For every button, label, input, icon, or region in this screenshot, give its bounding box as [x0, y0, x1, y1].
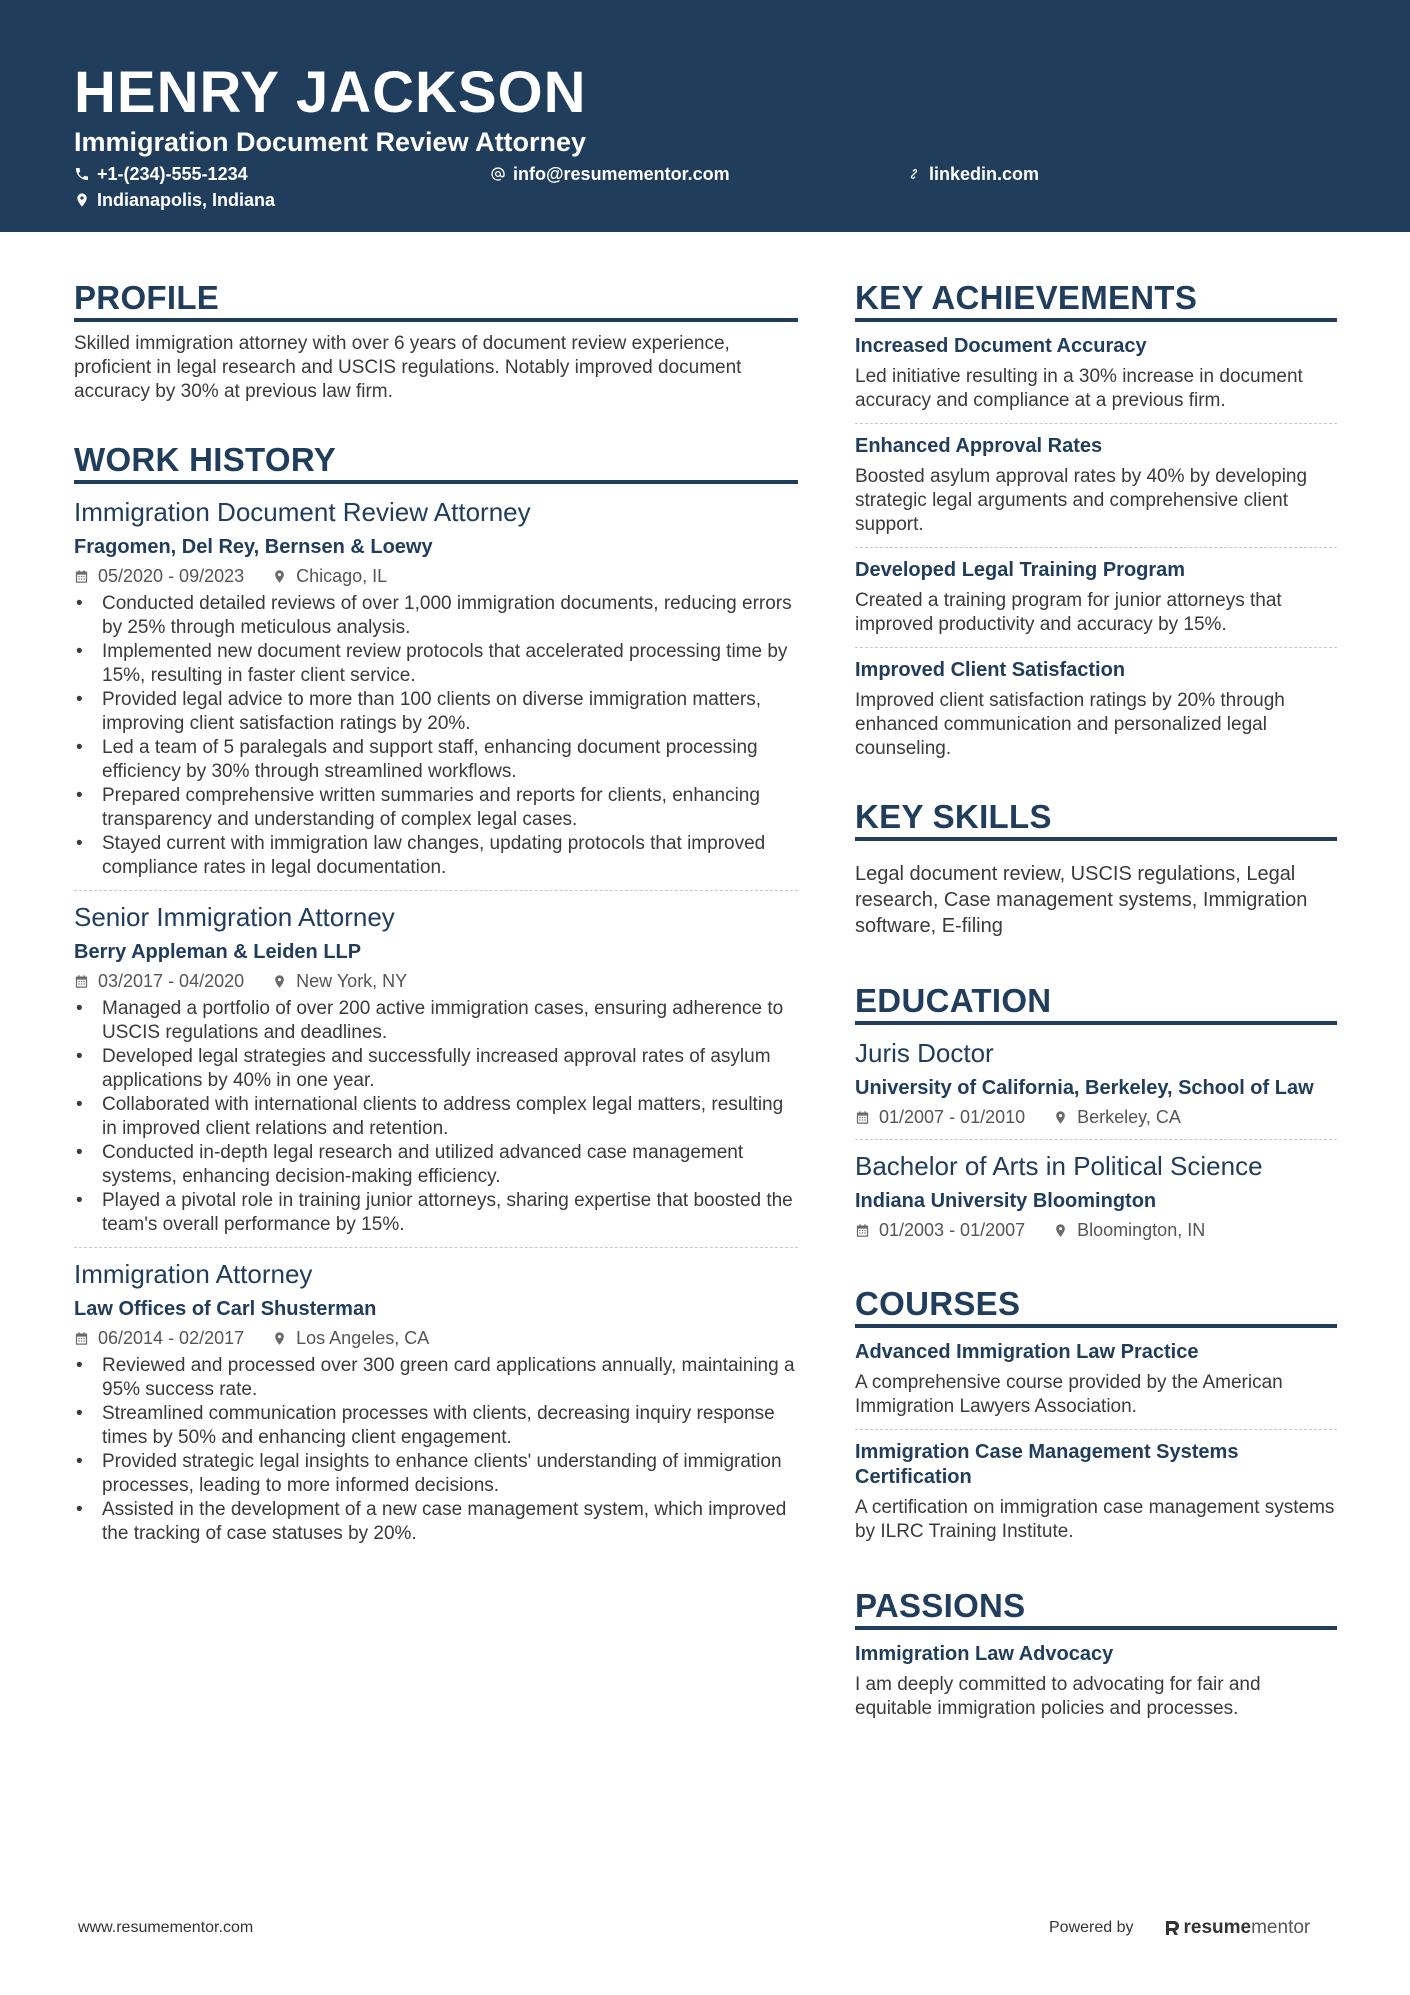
email-text: info@resumementor.com [513, 164, 730, 184]
achievement-item [855, 434, 1337, 537]
job-dates: 03/2017 - 04/2020 [98, 971, 245, 991]
resume-header [0, 0, 1410, 232]
education-item [855, 1150, 1337, 1242]
calendar-icon [855, 1223, 870, 1238]
achievement-title: Enhanced Approval Rates [855, 435, 1103, 457]
skills-section [855, 797, 1337, 939]
job-location-wrap [272, 564, 387, 588]
section-heading: PASSIONS [855, 1586, 1337, 1630]
job-bullets [74, 1354, 798, 1546]
location-text: Indianapolis, Indiana [97, 190, 276, 210]
passion-text: I am deeply committed to advocating for fair and equitable immigration policies and processes. [855, 1674, 1261, 1719]
job-location: New York, NY [296, 971, 408, 991]
job-meta [74, 564, 798, 588]
job-title: Senior Immigration Attorney [74, 902, 395, 932]
course-item [855, 1440, 1337, 1544]
divider [855, 547, 1337, 548]
candidate-title: Immigration Document Review Attorney [74, 127, 587, 157]
bullet-item: • Collaborated with international clients to address complex legal matters, resulting in improved client relations and retention. [74, 1093, 798, 1141]
passion-title: Immigration Law Advocacy [855, 1643, 1114, 1665]
achievement-text: Improved client satisfaction ratings by 20% through enhanced communication and personalized legal counseling. [855, 690, 1285, 759]
achievement-item [855, 558, 1337, 637]
bullet-item: • Assisted in the development of a new case management system, which improved the tracking of case statuses by 20%. [74, 1498, 798, 1546]
course-title: Advanced Immigration Law Practice [855, 1341, 1199, 1363]
bullet-item: • Developed legal strategies and successfully increased approval rates of asylum applications by 40% in one year. [74, 1045, 798, 1093]
job-entry [74, 496, 798, 880]
divider [74, 1247, 798, 1248]
location-pin-icon [272, 974, 287, 989]
section-heading: KEY SKILLS [855, 797, 1337, 841]
brand-bold: resume [1183, 1917, 1252, 1938]
degree: Bachelor of Arts in Political Science [855, 1151, 1263, 1181]
bullet-item: • Led a team of 5 paralegals and support staff, enhancing document processing efficiency by 30% through streamlined workflows. [74, 736, 798, 784]
job-title: Immigration Attorney [74, 1259, 313, 1289]
work-history-section [74, 440, 798, 1546]
job-bullets [74, 997, 798, 1237]
achievement-text: Led initiative resulting in a 30% increase in document accuracy and compliance at a previous firm. [855, 366, 1303, 411]
bullet-item: • Stayed current with immigration law changes, updating protocols that improved compliance rates in legal documentation. [74, 832, 798, 880]
education-meta [855, 1105, 1337, 1129]
location-pin-icon [272, 569, 287, 584]
footer-website[interactable]: www.resumementor.com [78, 1919, 254, 1936]
job-dates: 06/2014 - 02/2017 [98, 1328, 245, 1348]
bullet-item: • Implemented new document review protocols that accelerated processing time by 15%, resulting in faster client service. [74, 640, 798, 688]
section-heading: COURSES [855, 1284, 1337, 1328]
job-location-wrap [272, 969, 407, 993]
divider [74, 890, 798, 891]
passion-item [855, 1642, 1337, 1721]
degree: Juris Doctor [855, 1038, 994, 1068]
skills-text: Legal document review, USCIS regulations, Legal research, Case management systems, Immigration software, E-filing [855, 863, 1308, 937]
bullet-item: • Streamlined communication processes with clients, decreasing inquiry response times by 50% and enhancing client engagement. [74, 1402, 798, 1450]
profile-text: Skilled immigration attorney with over 6 years of document review experience, proficient in legal research and USCIS regulations. Notably improved document accuracy by 30% at previous law firm. [74, 333, 742, 402]
bullet-item: • Played a pivotal role in training junior attorneys, sharing expertise that boosted the team's overall performance by 15%. [74, 1189, 798, 1237]
education-dates: 01/2003 - 01/2007 [879, 1220, 1026, 1240]
location-pin-icon [74, 192, 90, 208]
job-location-wrap [272, 1326, 429, 1350]
calendar-icon [74, 569, 89, 584]
course-text: A comprehensive course provided by the American Immigration Lawyers Association. [855, 1372, 1283, 1417]
job-meta [74, 1326, 798, 1350]
bullet-item: • Conducted in-depth legal research and utilized advanced case management systems, enhancing decision-making efficiency. [74, 1141, 798, 1189]
brand-light: mentor [1251, 1917, 1311, 1938]
contact-phone [74, 163, 248, 185]
company-name: Law Offices of Carl Shusterman [74, 1298, 377, 1320]
contact-location [74, 189, 275, 211]
contact-email[interactable] [490, 163, 730, 185]
job-dates: 05/2020 - 09/2023 [98, 566, 245, 586]
school-name: Indiana University Bloomington [855, 1190, 1157, 1212]
achievement-title: Improved Client Satisfaction [855, 659, 1126, 681]
job-bullets [74, 592, 798, 880]
bullet-item: • Provided strategic legal insights to enhance clients' understanding of immigration processes, leading to more informed decisions. [74, 1450, 798, 1498]
education-section [855, 981, 1337, 1242]
education-location: Bloomington, IN [1077, 1220, 1206, 1240]
right-column [855, 278, 1337, 1721]
bullet-item: • Conducted detailed reviews of over 1,000 immigration documents, reducing errors by 25% through meticulous analysis. [74, 592, 798, 640]
phone-icon [74, 166, 90, 182]
achievement-title: Developed Legal Training Program [855, 559, 1186, 581]
bullet-item: • Reviewed and processed over 300 green card applications annually, maintaining a 95% success rate. [74, 1354, 798, 1402]
achievement-text: Boosted asylum approval rates by 40% by developing strategic legal arguments and comprehensive client support. [855, 466, 1308, 535]
bullet-item: • Prepared comprehensive written summaries and reports for clients, enhancing transparency and understanding of complex legal cases. [74, 784, 798, 832]
location-pin-icon [272, 1331, 287, 1346]
company-name: Fragomen, Del Rey, Bernsen & Loewy [74, 536, 433, 558]
calendar-icon [74, 1331, 89, 1346]
section-heading: WORK HISTORY [74, 440, 798, 484]
divider [855, 423, 1337, 424]
footer-powered [1049, 1917, 1310, 1939]
achievement-title: Increased Document Accuracy [855, 335, 1147, 357]
courses-section [855, 1284, 1337, 1544]
course-title: Immigration Case Management Systems Certification [855, 1441, 1239, 1488]
achievements-section [855, 278, 1337, 761]
powered-by-label: Powered by [1049, 1919, 1134, 1936]
contact-linkedin[interactable] [906, 163, 1039, 185]
left-column [74, 278, 798, 1546]
education-meta [855, 1218, 1337, 1242]
achievement-item [855, 658, 1337, 761]
linkedin-text: linkedin.com [929, 164, 1040, 184]
divider [855, 647, 1337, 648]
education-item [855, 1037, 1337, 1129]
phone-text: +1-(234)-555-1234 [97, 164, 248, 184]
location-pin-icon [1053, 1223, 1068, 1238]
company-name: Berry Appleman & Leiden LLP [74, 941, 362, 963]
achievement-item [855, 334, 1337, 413]
job-location: Chicago, IL [296, 566, 388, 586]
brand-logo[interactable] [1164, 1917, 1311, 1939]
link-icon [906, 166, 922, 182]
education-location-wrap [1053, 1105, 1181, 1129]
job-entry [74, 1258, 798, 1546]
section-heading: KEY ACHIEVEMENTS [855, 278, 1337, 322]
achievement-text: Created a training program for junior attorneys that improved productivity and accuracy by 15%. [855, 590, 1282, 635]
divider [855, 1429, 1337, 1430]
education-dates: 01/2007 - 01/2010 [879, 1107, 1026, 1127]
course-item [855, 1340, 1337, 1419]
divider [855, 1139, 1337, 1140]
education-location: Berkeley, CA [1077, 1107, 1181, 1127]
at-icon [490, 166, 506, 182]
profile-section [74, 278, 798, 404]
job-meta [74, 969, 798, 993]
location-pin-icon [1053, 1110, 1068, 1125]
bullet-item: • Provided legal advice to more than 100 clients on diverse immigration matters, improving client satisfaction ratings by 20%. [74, 688, 798, 736]
education-location-wrap [1053, 1218, 1205, 1242]
section-heading: EDUCATION [855, 981, 1337, 1025]
section-heading: PROFILE [74, 278, 798, 322]
job-title: Immigration Document Review Attorney [74, 497, 531, 527]
bullet-item: • Managed a portfolio of over 200 active immigration cases, ensuring adherence to USCIS regulations and deadlines. [74, 997, 798, 1045]
school-name: University of California, Berkeley, School of Law [855, 1077, 1314, 1099]
calendar-icon [855, 1110, 870, 1125]
job-location: Los Angeles, CA [296, 1328, 430, 1348]
resumementor-logo-icon [1164, 1919, 1180, 1937]
candidate-name: HENRY JACKSON [74, 60, 587, 125]
course-text: A certification on immigration case management systems by ILRC Training Institute. [855, 1497, 1335, 1542]
job-entry [74, 901, 798, 1237]
calendar-icon [74, 974, 89, 989]
passions-section [855, 1586, 1337, 1721]
